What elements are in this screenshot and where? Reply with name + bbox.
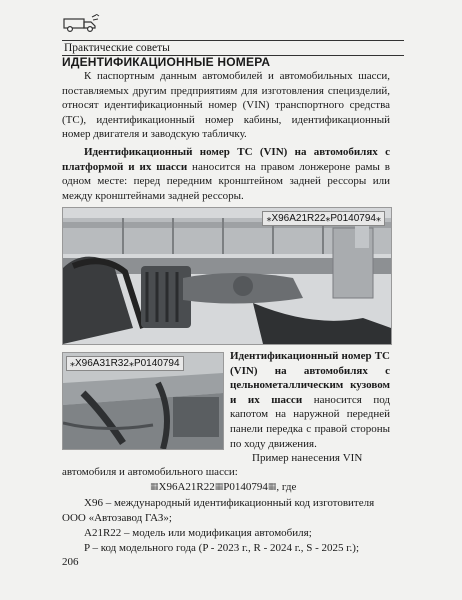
truck-icon bbox=[62, 14, 102, 34]
vin-label: ⁎X96A21R22⁎P0140794⁎ bbox=[262, 211, 385, 226]
example-intro-continued: автомобиля и автомобильного шасси: bbox=[62, 466, 238, 478]
vin-model-2: X96A31R32 bbox=[75, 358, 129, 369]
example-intro bbox=[230, 451, 390, 466]
vin-label-2: ⁎X96A31R32⁎P0140794 bbox=[66, 356, 184, 371]
example-suffix: , где bbox=[276, 481, 297, 493]
example-intro-a: Пример нанесения VIN bbox=[252, 452, 363, 464]
definition-year: P – код модельного года (P - 2023 г., R - 2024 г., S - 2025 г.); bbox=[84, 542, 360, 554]
definition-model: A21R22 – модель или модификация автомобиля; bbox=[84, 527, 312, 539]
section-header: Практические советы bbox=[62, 40, 404, 56]
vin-serial: P0140794 bbox=[330, 213, 376, 224]
front-panel-photo bbox=[62, 352, 224, 450]
allmetal-heading: Идентификационный номер ТС (VIN) на автомобилях с цельнометаллическим кузовом и их шасси bbox=[230, 350, 390, 406]
frame-rail-photo bbox=[62, 207, 392, 345]
vin-example bbox=[150, 479, 296, 495]
star-glyph-icon: ▦ bbox=[267, 481, 277, 491]
star-glyph-icon: ▦ bbox=[150, 481, 159, 491]
example-vin2: P0140794 bbox=[223, 481, 268, 493]
allmetal-text: наносится под капотом на наружной передней панели передка с правой стороны по ходу движения. bbox=[230, 393, 390, 450]
vin-model: X96A21R22 bbox=[271, 213, 326, 224]
definition-manufacturer: X96 – международный идентификационный код изготовителя ООО «Автозавод ГАЗ»; bbox=[62, 497, 375, 524]
vin-serial-2: P0140794 bbox=[133, 358, 180, 369]
intro-paragraph bbox=[62, 69, 390, 142]
allmetal-paragraph bbox=[230, 349, 390, 451]
page-number: 206 bbox=[62, 556, 79, 568]
star-glyph-icon: ▦ bbox=[214, 481, 224, 491]
example-vin: X96A21R22 bbox=[158, 481, 215, 493]
intro-text: К паспортным данным автомобилей и автомобильных шасси, поставляемых другим предприятиям для изготовления специзделий, относят идентификационный номер (VIN) транспортного средства (ТС), идентификационный номер кабины, идентификационный номер двигателя и заводскую табличку. bbox=[62, 70, 390, 141]
page-title: ИДЕНТИФИКАЦИОННЫЕ НОМЕРА bbox=[62, 55, 271, 69]
platform-text: наносится на правом лонжероне рамы в одном месте: перед передним кронштейном задней рессоры или между кронштейнами задней рессоры. bbox=[62, 160, 390, 202]
platform-heading: Идентификационный номер ТС (VIN) на автомобилях с платформой и их шасси bbox=[62, 146, 390, 173]
platform-paragraph bbox=[62, 145, 390, 203]
